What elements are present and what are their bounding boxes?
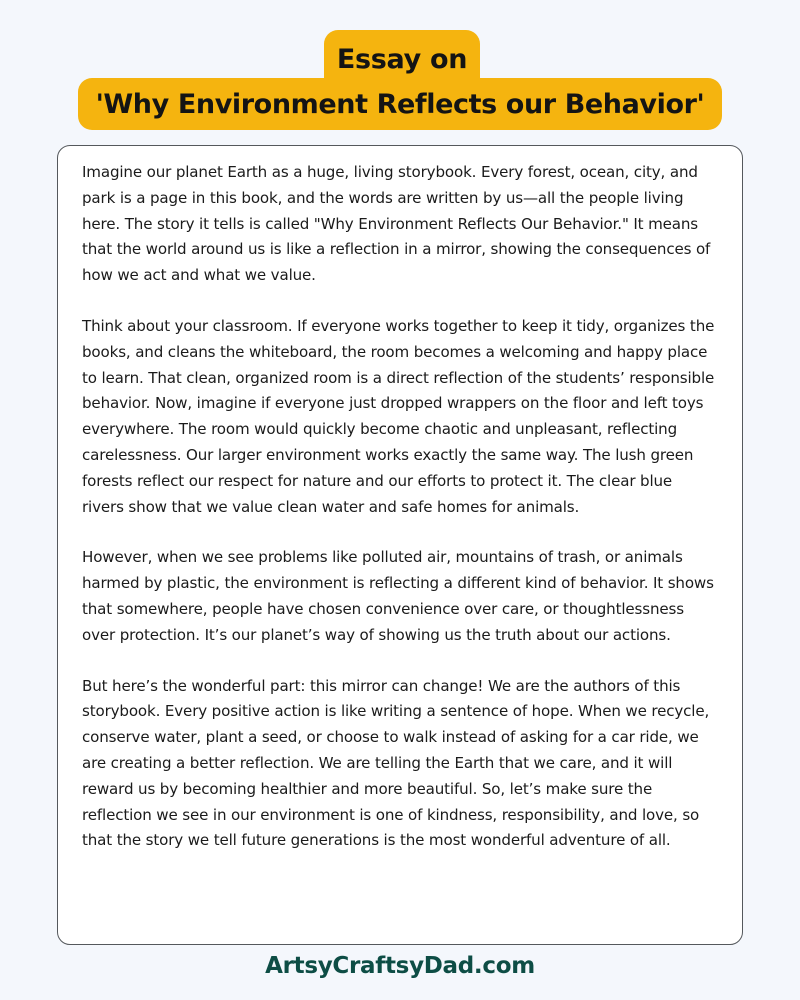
footer-brand-label[interactable]: ArtsyCraftsyDad.com <box>265 953 535 979</box>
essay-body <box>82 160 718 854</box>
essay-paragraph-4: But here’s the wonderful part: this mirror can change! We are the authors of this storybook. Every positive action is like writing a sentence of hope. When we recycle, conserve water, plant a seed, or choose to walk instead of asking for a car ride, we are creating a better reflection. We are telling the Earth that we care, and it will reward us by becoming healthier and more beautiful. So, let’s make sure the reflection we see in our environment is one of kindness, responsibility, and love, so that the story we tell future generations is the most wonderful adventure of all. <box>82 676 710 850</box>
title-line-2: 'Why Environment Reflects our Behavior' <box>95 88 705 120</box>
essay-title-banner <box>0 0 800 140</box>
title-line-1: Essay on <box>336 43 468 75</box>
essay-paragraph-3: However, when we see problems like polluted air, mountains of trash, or animals harmed by plastic, the environment is reflecting a different kind of behavior. It shows that somewhere, people have chosen convenience over care, or thoughtlessness over protection. It’s our planet’s way of showing us the truth about our actions. <box>82 548 714 644</box>
site-footer <box>0 955 800 978</box>
essay-content-card <box>57 145 743 945</box>
essay-paragraph-1: Imagine our planet Earth as a huge, living storybook. Every forest, ocean, city, and park is a page in this book, and the words are written by us—all the people living here. The story it tells is called "Why Environment Reflects Our Behavior." It means that the world around us is like a reflection in a mirror, showing the consequences of how we act and what we value. <box>82 163 711 285</box>
title-banner-lower <box>78 78 722 130</box>
essay-paragraph-2: Think about your classroom. If everyone works together to keep it tidy, organizes the books, and cleans the whiteboard, the room becomes a welcoming and happy place to learn. That clean, organized room is a direct reflection of the students’ responsible behavior. Now, imagine if everyone just dropped wrappers on the floor and left toys everywhere. The room would quickly become chaotic and unpleasant, reflecting carelessness. Our larger environment works exactly the same way. The lush green forests reflect our respect for nature and our efforts to protect it. The clear blue rivers show that we value clean water and safe homes for animals. <box>82 316 715 516</box>
